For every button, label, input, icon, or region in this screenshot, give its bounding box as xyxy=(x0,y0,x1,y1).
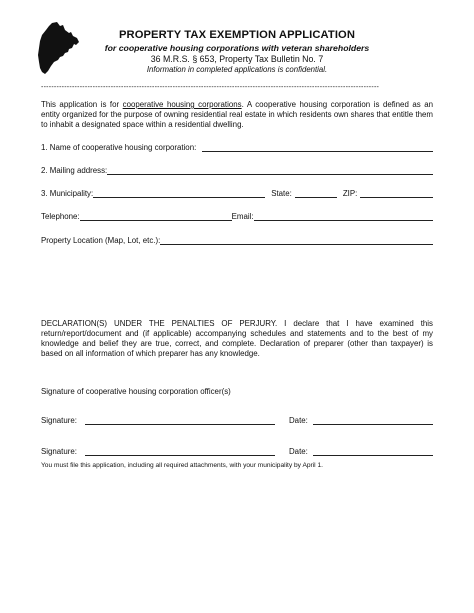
state-label: State: xyxy=(271,189,292,198)
dashed-separator: ----------------------------------------------------------------------------------------------------------------------------------- xyxy=(41,84,380,91)
zip-label: ZIP: xyxy=(342,189,358,198)
name-row xyxy=(41,141,433,153)
signature-field-1[interactable] xyxy=(85,415,275,425)
signature-label: Signature: xyxy=(41,447,77,456)
contact-row xyxy=(41,210,433,222)
date-field-1[interactable] xyxy=(313,415,433,425)
intro-paragraph xyxy=(41,100,433,130)
signature-row-1 xyxy=(41,414,433,426)
property-location-row xyxy=(41,234,433,246)
municipality-row xyxy=(41,187,433,199)
declaration-paragraph: DECLARATION(S) UNDER THE PENALTIES OF PERJURY. I declare that I have examined this return/report/document and (if applicable) accompanying schedules and statements and to the best of my knowledge and belief they are true, correct, and complete. Declaration of preparer (other than taxpayer) is based on all information of which preparer has any knowledge. xyxy=(41,319,433,358)
statute-reference: 36 M.R.S. § 653, Property Tax Bulletin No. 7 xyxy=(150,54,324,64)
municipality-field[interactable] xyxy=(93,188,265,198)
property-location-field[interactable] xyxy=(160,235,433,245)
signature-heading: Signature of cooperative housing corporation officer(s) xyxy=(41,387,231,396)
date-label: Date: xyxy=(288,447,308,456)
intro-text-after: . A cooperative housing corporation is defined as an entity organized for the purpose of owning residential real estate in which residents own shares that entitle them to inhabit a designated space within a residential dwelling. xyxy=(41,100,433,129)
confidentiality-note: Information in completed applications is confidential. xyxy=(146,65,328,74)
mailing-address-row xyxy=(41,164,433,176)
telephone-field[interactable] xyxy=(80,211,232,221)
property-location-label: Property Location (Map, Lot, etc.): xyxy=(41,236,161,245)
form-title: PROPERTY TAX EXEMPTION APPLICATION xyxy=(118,29,356,41)
state-field[interactable] xyxy=(295,188,337,198)
signature-label: Signature: xyxy=(41,416,77,425)
mailing-address-field[interactable] xyxy=(107,165,433,175)
zip-field[interactable] xyxy=(360,188,433,198)
mailing-address-label: 2. Mailing address: xyxy=(41,166,108,175)
filing-deadline-note: You must file this application, including all required attachments, with your municipality by April 1. xyxy=(41,462,323,469)
signature-row-2 xyxy=(41,445,433,457)
date-field-2[interactable] xyxy=(313,446,433,456)
name-field[interactable] xyxy=(202,142,433,152)
form-subtitle: for cooperative housing corporations with veteran shareholders xyxy=(104,43,370,53)
telephone-label: Telephone: xyxy=(41,212,80,221)
form-header xyxy=(0,29,474,75)
date-label: Date: xyxy=(288,416,308,425)
email-field[interactable] xyxy=(254,211,433,221)
intro-text-before: This application is for xyxy=(41,100,123,109)
name-label: 1. Name of cooperative housing corporation: xyxy=(41,143,197,152)
intro-underlined-term: cooperative housing corporations xyxy=(122,100,242,109)
signature-field-2[interactable] xyxy=(85,446,275,456)
municipality-label: 3. Municipality: xyxy=(41,189,94,198)
email-label: Email: xyxy=(231,212,254,221)
